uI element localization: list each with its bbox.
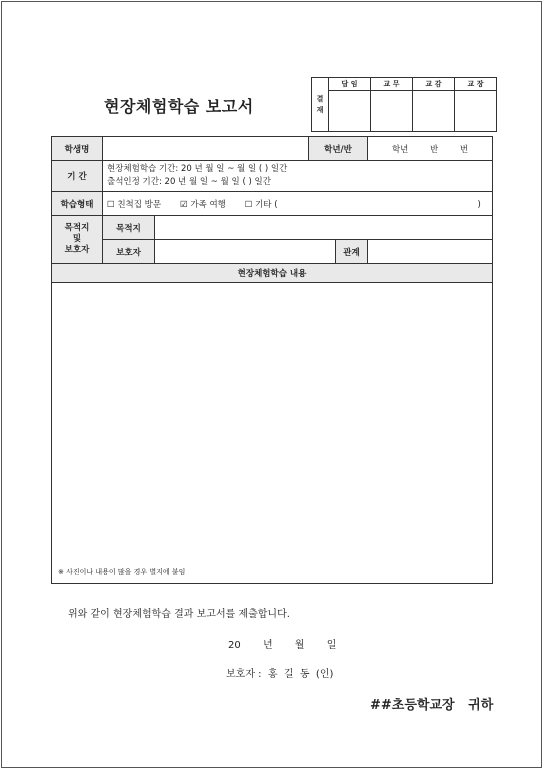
- recipient: ##초등학교장 귀하: [370, 698, 494, 713]
- relation-field[interactable]: [368, 240, 493, 264]
- approval-sign-vice-principal[interactable]: [413, 91, 455, 132]
- approval-sign-academic[interactable]: [371, 91, 413, 132]
- approval-sign-homeroom[interactable]: [329, 91, 371, 132]
- student-name-label: 학생명: [52, 137, 103, 161]
- approval-role-vice-principal: 교 감: [413, 78, 455, 91]
- learning-type-options[interactable]: ☐ 친척집 방문 ☑ 가족 여행 ☐ 기타 ( ): [103, 192, 493, 216]
- student-name-field[interactable]: [103, 137, 309, 161]
- content-note: ※ 사진이나 내용이 많을 경우 별지에 붙임: [58, 568, 186, 576]
- destination-label: 목적지: [103, 216, 155, 240]
- approval-label: 결 재: [312, 78, 329, 132]
- submission-date: 20 년 월 일: [228, 640, 337, 651]
- approval-box: [311, 77, 497, 132]
- approval-role-principal: 교 장: [455, 78, 497, 91]
- approval-role-academic: 교 무: [371, 78, 413, 91]
- period-field[interactable]: [103, 161, 493, 192]
- destination-guardian-label: 목적지 및 보호자: [52, 216, 103, 264]
- submission-statement: 위와 같이 현장체험학습 결과 보고서를 제출합니다.: [68, 609, 290, 620]
- content-area[interactable]: [52, 283, 493, 584]
- field-trip-period: 현장체험학습 기간: 20 년 월 일 ~ 월 일 ( ) 일간: [107, 164, 288, 174]
- grade-class-field[interactable]: 학년 반 번: [368, 137, 493, 161]
- guardian-field[interactable]: [155, 240, 336, 264]
- relation-label: 관계: [336, 240, 368, 264]
- attendance-period: 출석인정 기간: 20 년 월 일 ~ 월 일 ( ) 일간: [107, 177, 271, 187]
- approval-role-homeroom: 담 임: [329, 78, 371, 91]
- guardian-signature: 보호자 : 홍 길 동 (인): [226, 669, 334, 680]
- report-form: [51, 136, 493, 584]
- document-title: 현장체험학습 보고서: [104, 97, 254, 116]
- guardian-label: 보호자: [103, 240, 155, 264]
- destination-field[interactable]: [155, 216, 493, 240]
- learning-type-label: 학습형태: [52, 192, 103, 216]
- content-header: 현장체험학습 내용: [52, 264, 493, 283]
- grade-class-label: 학년/반: [309, 137, 368, 161]
- approval-sign-principal[interactable]: [455, 91, 497, 132]
- period-label: 기 간: [52, 161, 103, 192]
